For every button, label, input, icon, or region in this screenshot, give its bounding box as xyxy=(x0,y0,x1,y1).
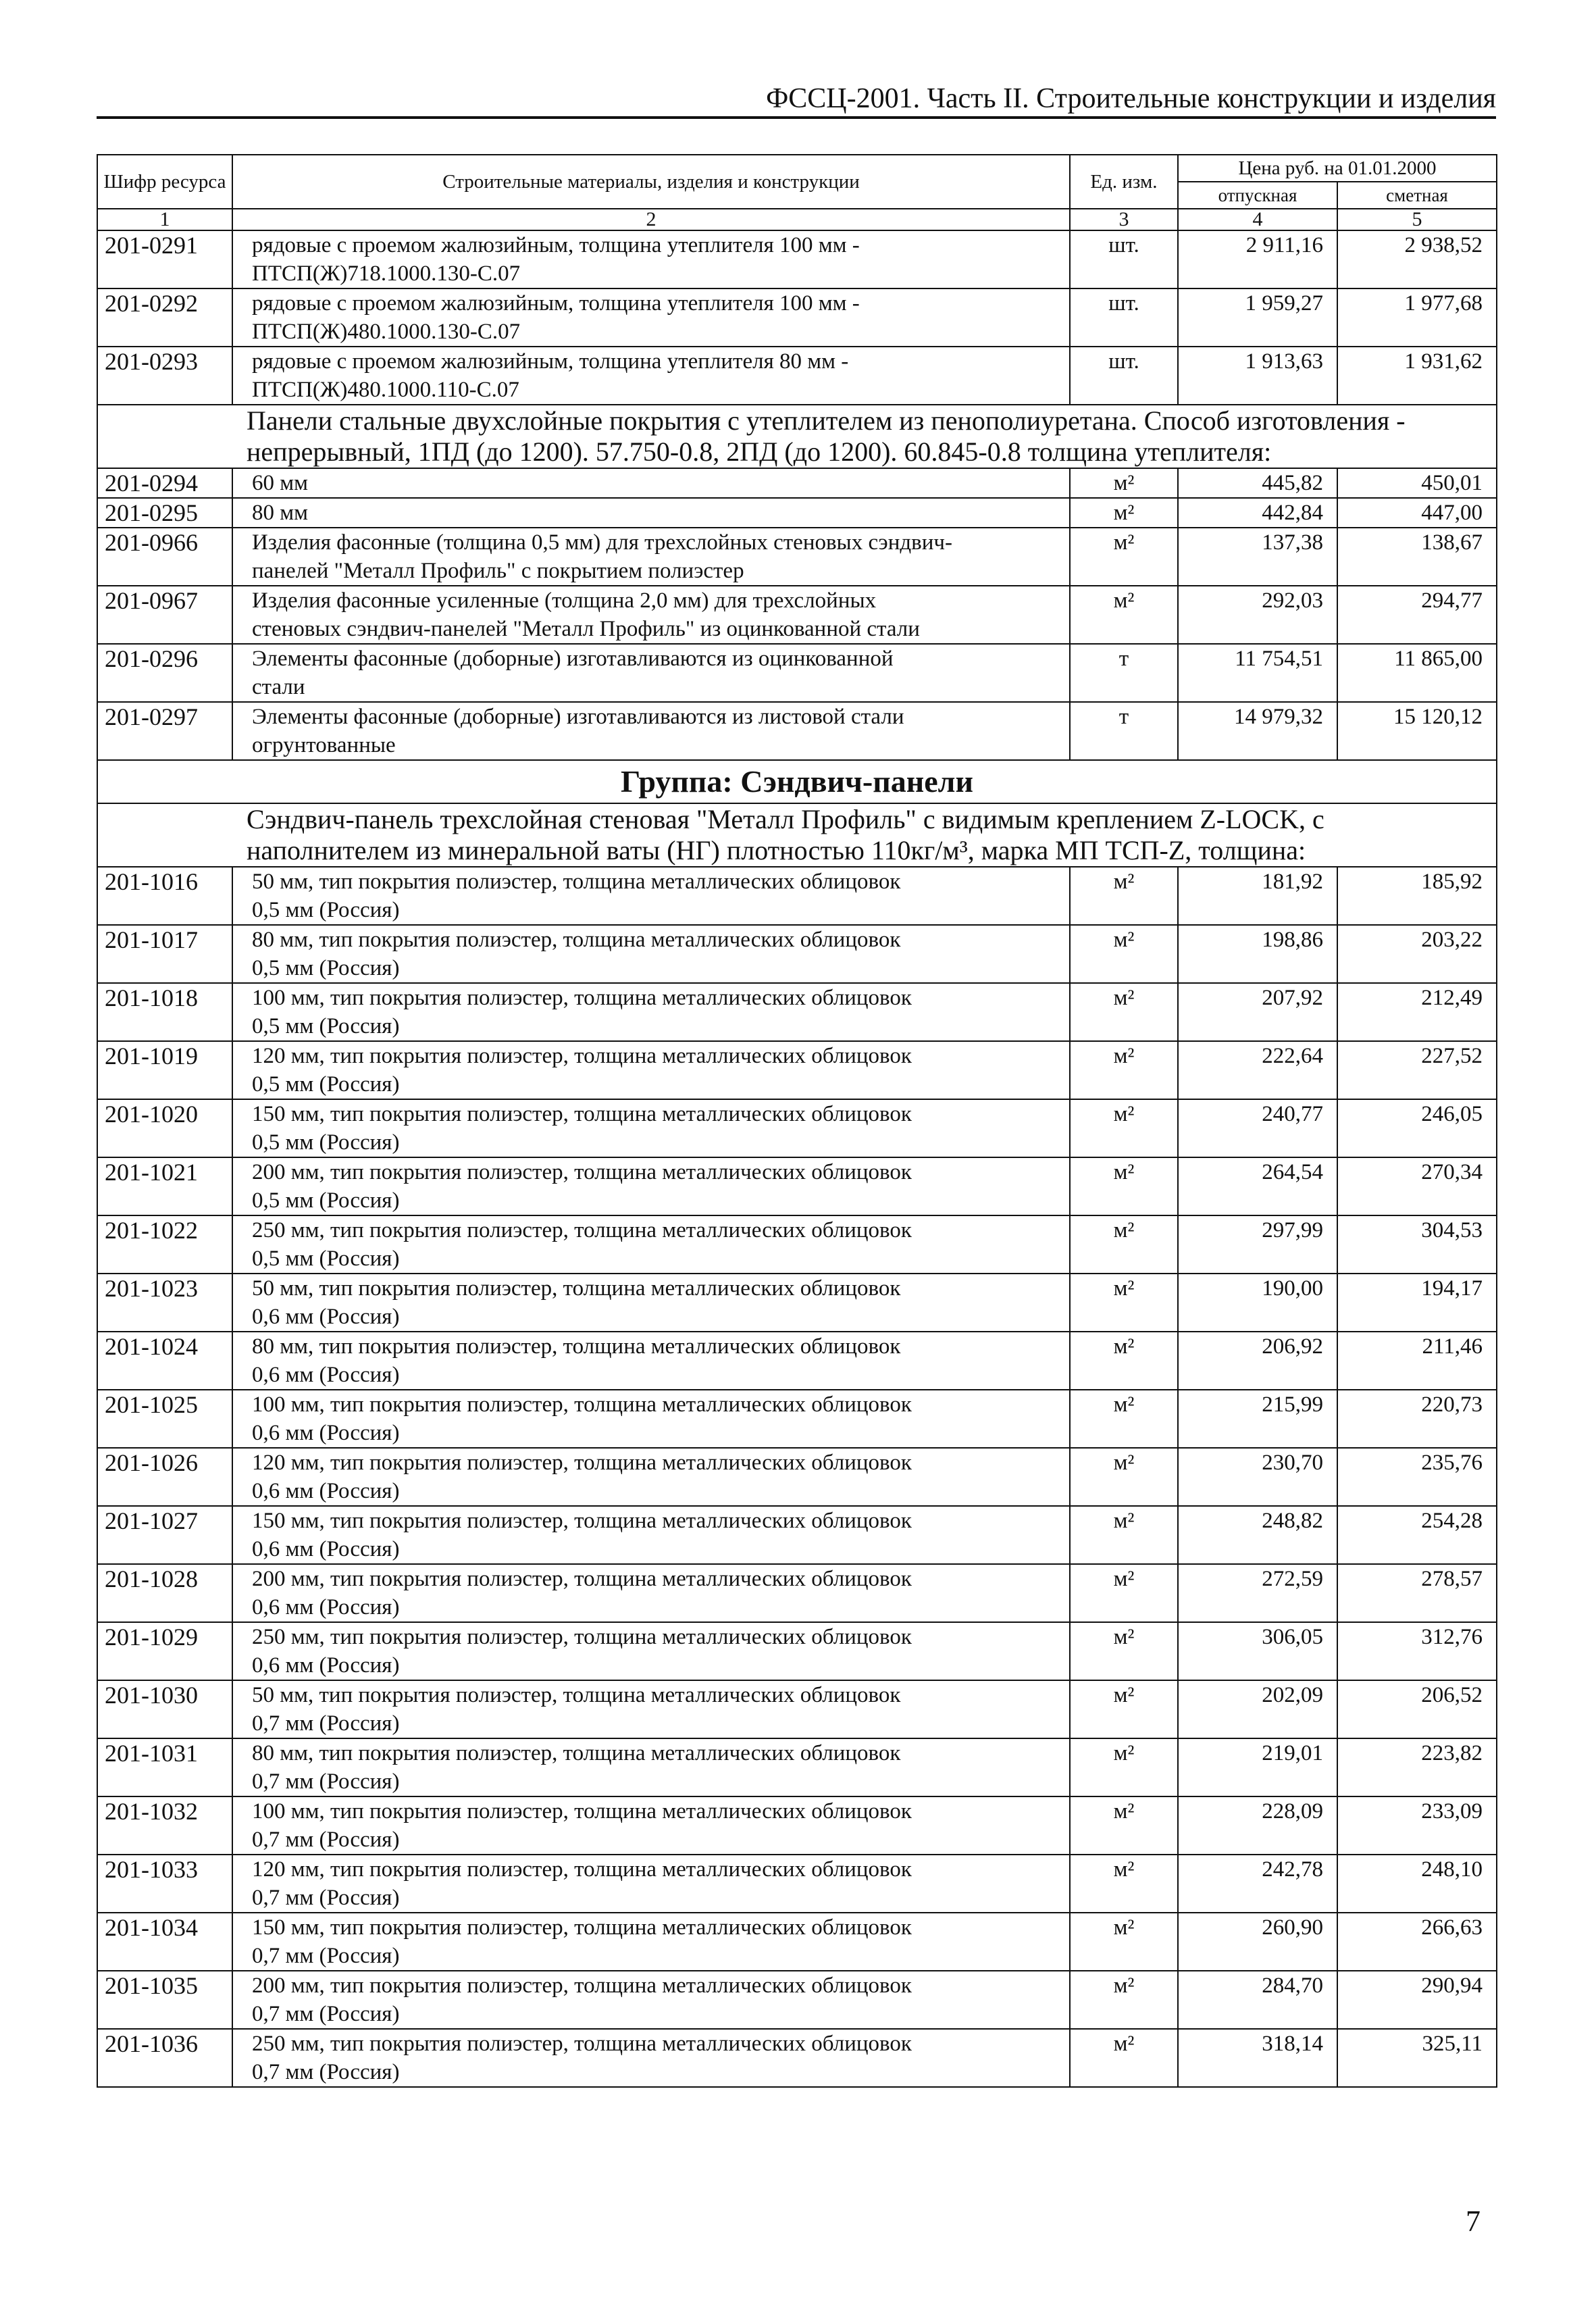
resource-code: 201-1035 xyxy=(97,1971,232,2029)
description-line: 150 мм, тип покрытия полиэстер, толщина металлических облицовок xyxy=(252,1509,912,1533)
release-price-cell: 215,99 xyxy=(1178,1390,1337,1448)
item-description xyxy=(232,528,1070,586)
item-description xyxy=(232,1913,1070,1971)
release-price-cell: 272,59 xyxy=(1178,1564,1337,1622)
table-row xyxy=(97,1622,1497,1680)
unit-cell: м² xyxy=(1070,1041,1178,1099)
item-description xyxy=(232,1680,1070,1738)
estimate-price-cell: 227,52 xyxy=(1337,1041,1497,1099)
resource-code: 201-0297 xyxy=(97,702,232,760)
description-line: 100 мм, тип покрытия полиэстер, толщина металлических облицовок xyxy=(252,986,912,1010)
release-price-cell: 14 979,32 xyxy=(1178,702,1337,760)
section-heading xyxy=(97,803,1497,867)
unit-cell: м² xyxy=(1070,2029,1178,2087)
table-row xyxy=(97,1564,1497,1622)
description-line: 0,7 мм (Россия) xyxy=(252,2002,400,2026)
description-line: 250 мм, тип покрытия полиэстер, толщина металлических облицовок xyxy=(252,1218,912,1242)
item-description xyxy=(232,1390,1070,1448)
unit-cell: м² xyxy=(1070,1855,1178,1913)
description-line: 50 мм, тип покрытия полиэстер, толщина металлических облицовок xyxy=(252,1683,901,1707)
release-price-cell: 219,01 xyxy=(1178,1738,1337,1796)
page-number: 7 xyxy=(1466,2205,1481,2238)
table-row xyxy=(97,2029,1497,2087)
description-line: ПТСП(Ж)718.1000.130-С.07 xyxy=(252,261,521,286)
description-line: 200 мм, тип покрытия полиэстер, толщина металлических облицовок xyxy=(252,1567,912,1591)
estimate-price-cell: 304,53 xyxy=(1337,1215,1497,1274)
item-description xyxy=(232,347,1070,405)
header-release-price: отпускная xyxy=(1178,182,1337,209)
description-line: 0,5 мм (Россия) xyxy=(252,1188,400,1213)
release-price-cell: 2 911,16 xyxy=(1178,230,1337,288)
table-row xyxy=(97,1971,1497,2029)
section-row-panels xyxy=(97,405,1497,468)
description-line: 0,5 мм (Россия) xyxy=(252,1130,400,1155)
description-line: рядовые с проемом жалюзийным, толщина утеплителя 80 мм - xyxy=(252,349,849,374)
estimate-price-cell: 194,17 xyxy=(1337,1274,1497,1332)
release-price-cell: 318,14 xyxy=(1178,2029,1337,2087)
release-price-cell: 260,90 xyxy=(1178,1913,1337,1971)
description-line: 0,7 мм (Россия) xyxy=(252,1711,400,1736)
unit-cell: м² xyxy=(1070,586,1178,644)
resource-code: 201-1036 xyxy=(97,2029,232,2087)
release-price-cell: 222,64 xyxy=(1178,1041,1337,1099)
estimate-price-cell: 266,63 xyxy=(1337,1913,1497,1971)
item-description xyxy=(232,1157,1070,1215)
table-row xyxy=(97,1913,1497,1971)
table-row xyxy=(97,1796,1497,1855)
description-line: 0,6 мм (Россия) xyxy=(252,1595,400,1619)
table-row xyxy=(97,1099,1497,1157)
item-description xyxy=(232,1215,1070,1274)
resource-code: 201-1034 xyxy=(97,1913,232,1971)
description-line: 0,5 мм (Россия) xyxy=(252,956,400,980)
description-line: Элементы фасонные (доборные) изготавливаются из оцинкованной xyxy=(252,647,894,671)
unit-cell: шт. xyxy=(1070,230,1178,288)
description-line: 0,7 мм (Россия) xyxy=(252,1828,400,1852)
unit-cell: м² xyxy=(1070,498,1178,528)
estimate-price-cell: 138,67 xyxy=(1337,528,1497,586)
release-price-cell: 248,82 xyxy=(1178,1506,1337,1564)
release-price-cell: 198,86 xyxy=(1178,925,1337,983)
header-rule xyxy=(97,116,1496,119)
description-line: Элементы фасонные (доборные) изготавливаются из листовой стали xyxy=(252,705,904,729)
col-num: 2 xyxy=(232,209,1070,230)
table-row xyxy=(97,1157,1497,1215)
section-line: непрерывный, 1ПД (до 1200). 57.750-0.8, 2ПД (до 1200). 60.845-0.8 толщина утеплителя: xyxy=(247,436,1272,467)
description-line: 150 мм, тип покрытия полиэстер, толщина металлических облицовок xyxy=(252,1915,912,1940)
table-row xyxy=(97,1448,1497,1506)
table-row xyxy=(97,867,1497,925)
table-row xyxy=(97,983,1497,1041)
table-row xyxy=(97,528,1497,586)
group-row xyxy=(97,760,1497,803)
release-price-cell: 137,38 xyxy=(1178,528,1337,586)
col-num: 1 xyxy=(97,209,232,230)
resource-code: 201-1029 xyxy=(97,1622,232,1680)
estimate-price-cell: 220,73 xyxy=(1337,1390,1497,1448)
item-description xyxy=(232,702,1070,760)
unit-cell: м² xyxy=(1070,1157,1178,1215)
resource-code: 201-0293 xyxy=(97,347,232,405)
table-row xyxy=(97,288,1497,347)
item-description xyxy=(232,468,1070,498)
description-line: 0,6 мм (Россия) xyxy=(252,1653,400,1678)
release-price-cell: 181,92 xyxy=(1178,867,1337,925)
table-row xyxy=(97,1041,1497,1099)
description-line: 0,5 мм (Россия) xyxy=(252,1247,400,1271)
unit-cell: м² xyxy=(1070,1099,1178,1157)
resource-code: 201-1022 xyxy=(97,1215,232,1274)
table-row xyxy=(97,586,1497,644)
group-title: Группа: Сэндвич-панели xyxy=(97,760,1497,803)
resource-code: 201-1032 xyxy=(97,1796,232,1855)
release-price-cell: 202,09 xyxy=(1178,1680,1337,1738)
description-line: ПТСП(Ж)480.1000.110-С.07 xyxy=(252,378,519,402)
item-description xyxy=(232,1274,1070,1332)
table-header-row xyxy=(97,155,1497,182)
description-line: 0,6 мм (Россия) xyxy=(252,1421,400,1445)
resource-code: 201-1023 xyxy=(97,1274,232,1332)
release-price-cell: 1 913,63 xyxy=(1178,347,1337,405)
unit-cell: м² xyxy=(1070,1971,1178,2029)
release-price-cell: 442,84 xyxy=(1178,498,1337,528)
unit-cell: м² xyxy=(1070,983,1178,1041)
unit-cell: шт. xyxy=(1070,288,1178,347)
description-line: 120 мм, тип покрытия полиэстер, толщина металлических облицовок xyxy=(252,1451,912,1475)
estimate-price-cell: 206,52 xyxy=(1337,1680,1497,1738)
description-line: Изделия фасонные (толщина 0,5 мм) для трехслойных стеновых сэндвич- xyxy=(252,530,952,555)
resource-code: 201-0291 xyxy=(97,230,232,288)
item-description xyxy=(232,230,1070,288)
table-row xyxy=(97,468,1497,498)
description-line: 0,5 мм (Россия) xyxy=(252,898,400,922)
release-price-cell: 1 959,27 xyxy=(1178,288,1337,347)
release-price-cell: 190,00 xyxy=(1178,1274,1337,1332)
estimate-price-cell: 2 938,52 xyxy=(1337,230,1497,288)
resource-code: 201-1017 xyxy=(97,925,232,983)
section-heading xyxy=(97,405,1497,468)
unit-cell: т xyxy=(1070,644,1178,702)
unit-cell: м² xyxy=(1070,1274,1178,1332)
item-description xyxy=(232,983,1070,1041)
resource-code: 201-1031 xyxy=(97,1738,232,1796)
estimate-price-cell: 203,22 xyxy=(1337,925,1497,983)
resource-code: 201-1016 xyxy=(97,867,232,925)
description-line: 0,5 мм (Россия) xyxy=(252,1072,400,1097)
section-line: Панели стальные двухслойные покрытия с утеплителем из пенополиуретана. Способ изготовления - xyxy=(247,405,1406,436)
resource-code: 201-0295 xyxy=(97,498,232,528)
description-line: 0,6 мм (Россия) xyxy=(252,1363,400,1387)
description-line: Изделия фасонные усиленные (толщина 2,0 мм) для трехслойных xyxy=(252,588,877,613)
unit-cell: м² xyxy=(1070,925,1178,983)
description-line: 0,7 мм (Россия) xyxy=(252,2060,400,2084)
description-line: стеновых сэндвич-панелей "Металл Профиль" из оцинкованной стали xyxy=(252,617,920,641)
resource-code: 201-0292 xyxy=(97,288,232,347)
description-line: 0,6 мм (Россия) xyxy=(252,1305,400,1329)
table-row xyxy=(97,1506,1497,1564)
resource-code: 201-0966 xyxy=(97,528,232,586)
description-line: 50 мм, тип покрытия полиэстер, толщина металлических облицовок xyxy=(252,870,901,894)
description-line: панелей "Металл Профиль" с покрытием полиэстер xyxy=(252,559,744,583)
description-line: 250 мм, тип покрытия полиэстер, толщина металлических облицовок xyxy=(252,1625,912,1649)
item-description xyxy=(232,1855,1070,1913)
description-line: 80 мм xyxy=(252,501,309,525)
item-description xyxy=(232,1332,1070,1390)
description-line: 100 мм, тип покрытия полиэстер, толщина металлических облицовок xyxy=(252,1392,912,1417)
estimate-price-cell: 270,34 xyxy=(1337,1157,1497,1215)
estimate-price-cell: 312,76 xyxy=(1337,1622,1497,1680)
item-description xyxy=(232,925,1070,983)
description-line: 50 мм, тип покрытия полиэстер, толщина металлических облицовок xyxy=(252,1276,901,1301)
resource-code: 201-0294 xyxy=(97,468,232,498)
resource-code: 201-1028 xyxy=(97,1564,232,1622)
release-price-cell: 292,03 xyxy=(1178,586,1337,644)
unit-cell: м² xyxy=(1070,1796,1178,1855)
description-line: 80 мм, тип покрытия полиэстер, толщина металлических облицовок xyxy=(252,928,901,952)
estimate-price-cell: 185,92 xyxy=(1337,867,1497,925)
header-name: Строительные материалы, изделия и конструкции xyxy=(232,155,1070,209)
section-line: наполнителем из минеральной ваты (НГ) плотностью 110кг/м³, марка МП ТСП-Z, толщина: xyxy=(247,835,1306,865)
estimate-price-cell: 223,82 xyxy=(1337,1738,1497,1796)
estimate-price-cell: 450,01 xyxy=(1337,468,1497,498)
release-price-cell: 264,54 xyxy=(1178,1157,1337,1215)
description-line: 0,7 мм (Россия) xyxy=(252,1769,400,1794)
release-price-cell: 240,77 xyxy=(1178,1099,1337,1157)
resource-code: 201-1025 xyxy=(97,1390,232,1448)
description-line: 0,6 мм (Россия) xyxy=(252,1537,400,1561)
unit-cell: м² xyxy=(1070,1215,1178,1274)
resource-code: 201-0296 xyxy=(97,644,232,702)
estimate-price-cell: 325,11 xyxy=(1337,2029,1497,2087)
unit-cell: м² xyxy=(1070,528,1178,586)
resource-code: 201-1026 xyxy=(97,1448,232,1506)
estimate-price-cell: 233,09 xyxy=(1337,1796,1497,1855)
unit-cell: шт. xyxy=(1070,347,1178,405)
estimate-price-cell: 290,94 xyxy=(1337,1971,1497,2029)
item-description xyxy=(232,1564,1070,1622)
resource-code: 201-1027 xyxy=(97,1506,232,1564)
release-price-cell: 206,92 xyxy=(1178,1332,1337,1390)
estimate-price-cell: 294,77 xyxy=(1337,586,1497,644)
description-line: 0,5 мм (Россия) xyxy=(252,1014,400,1038)
estimate-price-cell: 235,76 xyxy=(1337,1448,1497,1506)
description-line: стали xyxy=(252,675,305,699)
col-num: 4 xyxy=(1178,209,1337,230)
table-row xyxy=(97,644,1497,702)
item-description xyxy=(232,1448,1070,1506)
description-line: огрунтованные xyxy=(252,733,396,757)
estimate-price-cell: 1 931,62 xyxy=(1337,347,1497,405)
header-estimate-price: сметная xyxy=(1337,182,1497,209)
release-price-cell: 297,99 xyxy=(1178,1215,1337,1274)
price-table xyxy=(97,154,1497,2088)
estimate-price-cell: 1 977,68 xyxy=(1337,288,1497,347)
resource-code: 201-0967 xyxy=(97,586,232,644)
item-description xyxy=(232,1506,1070,1564)
estimate-price-cell: 11 865,00 xyxy=(1337,644,1497,702)
item-description xyxy=(232,2029,1070,2087)
description-line: 120 мм, тип покрытия полиэстер, толщина металлических облицовок xyxy=(252,1044,912,1068)
table-row xyxy=(97,347,1497,405)
unit-cell: м² xyxy=(1070,1738,1178,1796)
description-line: 0,7 мм (Россия) xyxy=(252,1886,400,1910)
running-header: ФССЦ-2001. Часть II. Строительные конструкции и изделия xyxy=(766,83,1496,114)
col-num: 3 xyxy=(1070,209,1178,230)
estimate-price-cell: 447,00 xyxy=(1337,498,1497,528)
unit-cell: м² xyxy=(1070,468,1178,498)
description-line: 0,6 мм (Россия) xyxy=(252,1479,400,1503)
table-row xyxy=(97,925,1497,983)
table-row xyxy=(97,1390,1497,1448)
unit-cell: м² xyxy=(1070,1564,1178,1622)
resource-code: 201-1021 xyxy=(97,1157,232,1215)
release-price-cell: 11 754,51 xyxy=(1178,644,1337,702)
table-row xyxy=(97,1680,1497,1738)
item-description xyxy=(232,1041,1070,1099)
table-row xyxy=(97,1274,1497,1332)
description-line: 100 мм, тип покрытия полиэстер, толщина металлических облицовок xyxy=(252,1799,912,1823)
estimate-price-cell: 211,46 xyxy=(1337,1332,1497,1390)
estimate-price-cell: 246,05 xyxy=(1337,1099,1497,1157)
description-line: 0,7 мм (Россия) xyxy=(252,1944,400,1968)
description-line: рядовые с проемом жалюзийным, толщина утеплителя 100 мм - xyxy=(252,233,860,257)
description-line: 200 мм, тип покрытия полиэстер, толщина металлических облицовок xyxy=(252,1160,912,1184)
table-row xyxy=(97,1738,1497,1796)
estimate-price-cell: 248,10 xyxy=(1337,1855,1497,1913)
description-line: 150 мм, тип покрытия полиэстер, толщина металлических облицовок xyxy=(252,1102,912,1126)
table-row xyxy=(97,1332,1497,1390)
item-description xyxy=(232,288,1070,347)
unit-cell: м² xyxy=(1070,867,1178,925)
description-line: 80 мм, тип покрытия полиэстер, толщина металлических облицовок xyxy=(252,1334,901,1359)
table-row xyxy=(97,702,1497,760)
header-code: Шифр ресурса xyxy=(97,155,232,209)
unit-cell: м² xyxy=(1070,1680,1178,1738)
release-price-cell: 207,92 xyxy=(1178,983,1337,1041)
resource-code: 201-1019 xyxy=(97,1041,232,1099)
release-price-cell: 228,09 xyxy=(1178,1796,1337,1855)
item-description xyxy=(232,1738,1070,1796)
item-description xyxy=(232,498,1070,528)
release-price-cell: 230,70 xyxy=(1178,1448,1337,1506)
section-row-sandwich xyxy=(97,803,1497,867)
section-line: Сэндвич-панель трехслойная стеновая "Металл Профиль" с видимым креплением Z-LOCK, с xyxy=(247,804,1324,834)
item-description xyxy=(232,644,1070,702)
item-description xyxy=(232,1622,1070,1680)
release-price-cell: 445,82 xyxy=(1178,468,1337,498)
description-line: 250 мм, тип покрытия полиэстер, толщина металлических облицовок xyxy=(252,2032,912,2056)
description-line: 120 мм, тип покрытия полиэстер, толщина металлических облицовок xyxy=(252,1857,912,1882)
table-row xyxy=(97,498,1497,528)
description-line: ПТСП(Ж)480.1000.130-С.07 xyxy=(252,320,521,344)
resource-code: 201-1018 xyxy=(97,983,232,1041)
unit-cell: м² xyxy=(1070,1390,1178,1448)
column-number-row xyxy=(97,209,1497,230)
estimate-price-cell: 212,49 xyxy=(1337,983,1497,1041)
description-line: 80 мм, тип покрытия полиэстер, толщина металлических облицовок xyxy=(252,1741,901,1765)
unit-cell: м² xyxy=(1070,1448,1178,1506)
description-line: 200 мм, тип покрытия полиэстер, толщина металлических облицовок xyxy=(252,1973,912,1998)
item-description xyxy=(232,1971,1070,2029)
unit-cell: м² xyxy=(1070,1622,1178,1680)
header-unit: Ед. изм. xyxy=(1070,155,1178,209)
release-price-cell: 284,70 xyxy=(1178,1971,1337,2029)
col-num: 5 xyxy=(1337,209,1497,230)
item-description xyxy=(232,867,1070,925)
release-price-cell: 306,05 xyxy=(1178,1622,1337,1680)
estimate-price-cell: 15 120,12 xyxy=(1337,702,1497,760)
estimate-price-cell: 278,57 xyxy=(1337,1564,1497,1622)
unit-cell: м² xyxy=(1070,1332,1178,1390)
estimate-price-cell: 254,28 xyxy=(1337,1506,1497,1564)
release-price-cell: 242,78 xyxy=(1178,1855,1337,1913)
header-price: Цена руб. на 01.01.2000 xyxy=(1178,155,1497,182)
item-description xyxy=(232,1796,1070,1855)
table-row xyxy=(97,1855,1497,1913)
resource-code: 201-1020 xyxy=(97,1099,232,1157)
resource-code: 201-1030 xyxy=(97,1680,232,1738)
resource-code: 201-1024 xyxy=(97,1332,232,1390)
item-description xyxy=(232,1099,1070,1157)
unit-cell: м² xyxy=(1070,1506,1178,1564)
table-row xyxy=(97,230,1497,288)
description-line: рядовые с проемом жалюзийным, толщина утеплителя 100 мм - xyxy=(252,291,860,316)
description-line: 60 мм xyxy=(252,471,309,495)
unit-cell: м² xyxy=(1070,1913,1178,1971)
item-description xyxy=(232,586,1070,644)
unit-cell: т xyxy=(1070,702,1178,760)
resource-code: 201-1033 xyxy=(97,1855,232,1913)
table-row xyxy=(97,1215,1497,1274)
